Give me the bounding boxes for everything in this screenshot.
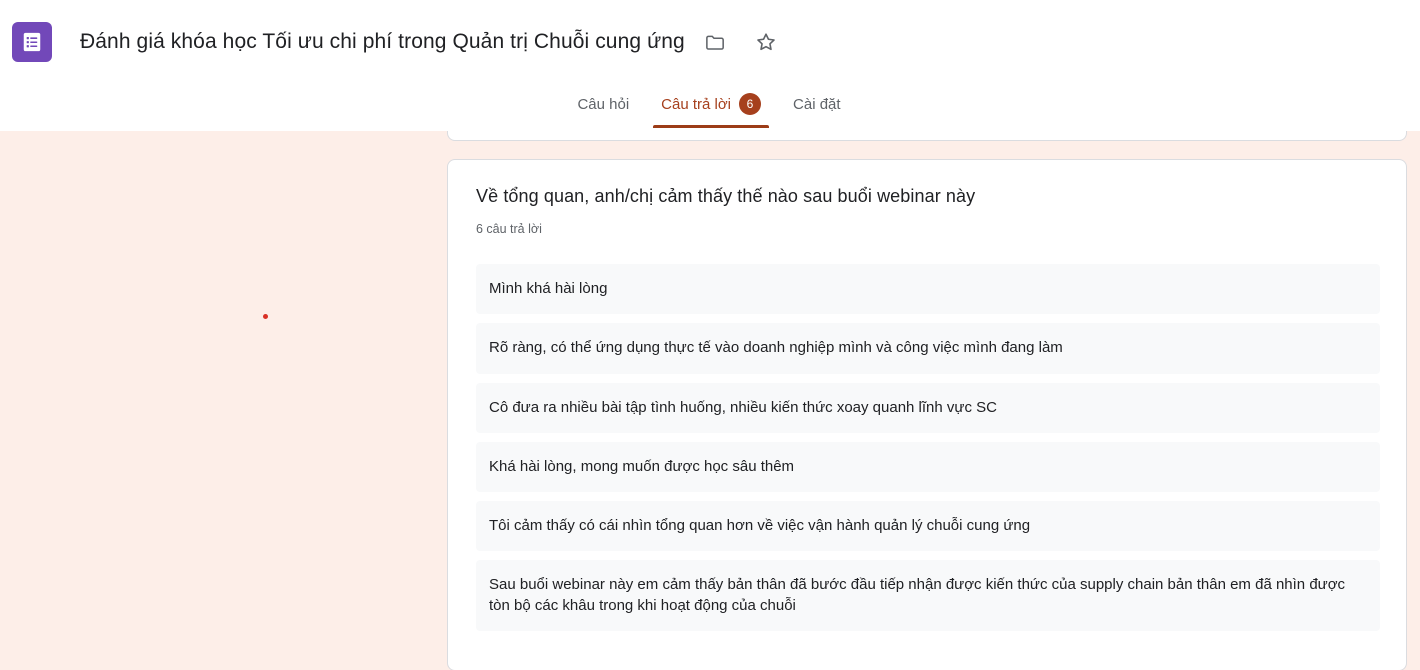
page-title[interactable]: Đánh giá khóa học Tối ưu chi phí trong Quản trị Chuỗi cung ứng — [80, 30, 685, 53]
list-item: Mình khá hài lòng — [476, 264, 1380, 314]
tab-questions[interactable] — [561, 80, 645, 128]
answer-list — [476, 264, 1380, 631]
responses-count-badge: 6 — [739, 93, 761, 115]
google-forms-icon[interactable] — [12, 22, 52, 62]
tab-responses[interactable] — [645, 80, 777, 128]
list-item: Sau buổi webinar này em cảm thấy bản thân đã bước đầu tiếp nhận được kiến thức của supply chain bản thân em đã nhìn được tòn bộ các khâu trong khi hoạt động của chuỗi — [476, 560, 1380, 631]
question-title: Về tổng quan, anh/chị cảm thấy thế nào sau buổi webinar này — [476, 186, 976, 206]
tab-settings[interactable] — [777, 80, 857, 128]
tab-bar — [0, 72, 1420, 128]
cursor-dot-marker — [263, 314, 268, 319]
response-count-label: 6 câu trả lời — [476, 222, 542, 236]
folder-icon[interactable] — [697, 23, 735, 61]
list-item: Rõ ràng, có thể ứng dụng thực tế vào doanh nghiệp mình và công việc mình đang làm — [476, 323, 1380, 373]
content-area — [0, 131, 1420, 670]
list-item: Tôi cảm thấy có cái nhìn tổng quan hơn về việc vận hành quản lý chuỗi cung ứng — [476, 501, 1380, 551]
app-header — [0, 0, 1420, 131]
tab-settings-label: Cài đặt — [793, 95, 841, 113]
list-item: Cô đưa ra nhiều bài tập tình huống, nhiều kiến thức xoay quanh lĩnh vực SC — [476, 383, 1380, 433]
star-icon[interactable] — [747, 23, 785, 61]
header-title-row — [0, 0, 1420, 72]
left-gutter — [0, 131, 447, 670]
tab-questions-label: Câu hỏi — [577, 95, 630, 113]
responses-column — [447, 131, 1420, 670]
tab-responses-label: Câu trả lời — [661, 95, 732, 113]
question-response-card — [447, 159, 1407, 670]
list-item: Khá hài lòng, mong muốn được học sâu thêm — [476, 442, 1380, 492]
